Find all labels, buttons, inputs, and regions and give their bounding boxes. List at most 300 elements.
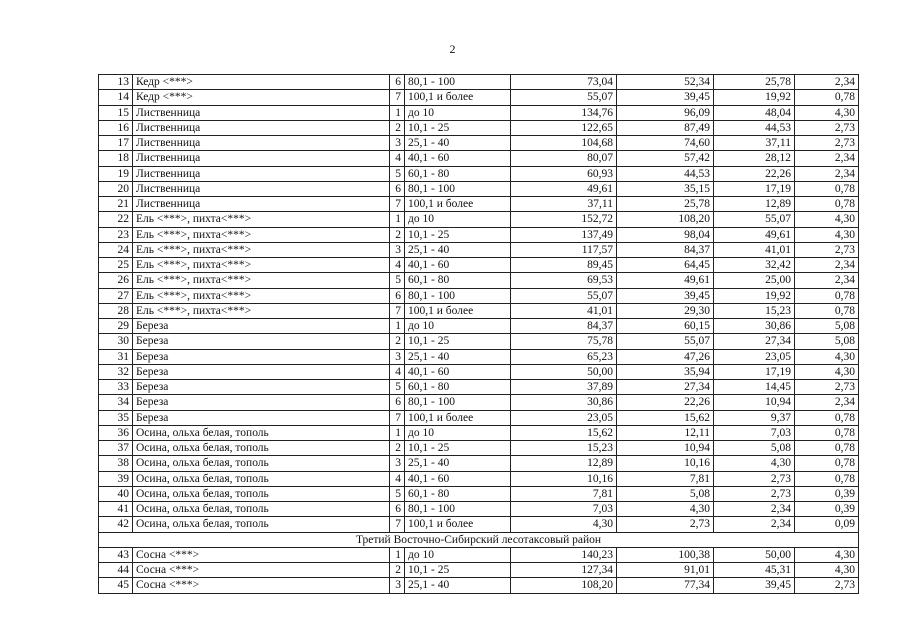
- value3-cell: 17,19: [714, 364, 795, 379]
- row-number-cell: 28: [99, 303, 133, 318]
- class-cell: 2: [390, 334, 405, 349]
- table-row: [99, 197, 859, 212]
- diameter-range-cell: 10,1 - 25: [405, 227, 511, 242]
- species-cell: Осина, ольха белая, тополь: [133, 456, 390, 471]
- value1-cell: 4,30: [511, 517, 617, 532]
- value4-cell: 0,78: [795, 410, 859, 425]
- value1-cell: 80,07: [511, 151, 617, 166]
- class-cell: 4: [390, 471, 405, 486]
- value4-cell: 0,39: [795, 486, 859, 501]
- row-number-cell: 14: [99, 90, 133, 105]
- value2-cell: 55,07: [617, 334, 714, 349]
- species-cell: Лиственница: [133, 120, 390, 135]
- value1-cell: 73,04: [511, 75, 617, 90]
- diameter-range-cell: 25,1 - 40: [405, 456, 511, 471]
- row-number-cell: 42: [99, 517, 133, 532]
- table-row: [99, 578, 859, 593]
- row-number-cell: 25: [99, 258, 133, 273]
- table-row: [99, 547, 859, 562]
- species-cell: Береза: [133, 334, 390, 349]
- value1-cell: 152,72: [511, 212, 617, 227]
- value2-cell: 25,78: [617, 197, 714, 212]
- value4-cell: 2,73: [795, 136, 859, 151]
- value3-cell: 15,23: [714, 303, 795, 318]
- value3-cell: 55,07: [714, 212, 795, 227]
- value1-cell: 10,16: [511, 471, 617, 486]
- value4-cell: 2,73: [795, 380, 859, 395]
- value3-cell: 23,05: [714, 349, 795, 364]
- value4-cell: 0,78: [795, 181, 859, 196]
- value4-cell: 5,08: [795, 334, 859, 349]
- class-cell: 6: [390, 395, 405, 410]
- value2-cell: 35,15: [617, 181, 714, 196]
- class-cell: 7: [390, 90, 405, 105]
- value3-cell: 45,31: [714, 563, 795, 578]
- value2-cell: 44,53: [617, 166, 714, 181]
- species-cell: Ель <***>, пихта<***>: [133, 227, 390, 242]
- value1-cell: 104,68: [511, 136, 617, 151]
- value1-cell: 7,03: [511, 502, 617, 517]
- diameter-range-cell: 40,1 - 60: [405, 471, 511, 486]
- value3-cell: 2,34: [714, 517, 795, 532]
- value2-cell: 74,60: [617, 136, 714, 151]
- value3-cell: 22,26: [714, 166, 795, 181]
- species-cell: Сосна <***>: [133, 563, 390, 578]
- species-cell: Лиственница: [133, 151, 390, 166]
- value3-cell: 25,78: [714, 75, 795, 90]
- value2-cell: 84,37: [617, 242, 714, 257]
- value4-cell: 4,30: [795, 105, 859, 120]
- value3-cell: 49,61: [714, 227, 795, 242]
- row-number-cell: 32: [99, 364, 133, 379]
- value2-cell: 39,45: [617, 288, 714, 303]
- row-number-cell: 44: [99, 563, 133, 578]
- class-cell: 6: [390, 502, 405, 517]
- value2-cell: 77,34: [617, 578, 714, 593]
- value2-cell: 10,16: [617, 456, 714, 471]
- value3-cell: 50,00: [714, 547, 795, 562]
- value1-cell: 12,89: [511, 456, 617, 471]
- row-number-cell: 36: [99, 425, 133, 440]
- value1-cell: 127,34: [511, 563, 617, 578]
- value4-cell: 2,73: [795, 578, 859, 593]
- value2-cell: 7,81: [617, 471, 714, 486]
- species-cell: Лиственница: [133, 136, 390, 151]
- diameter-range-cell: 80,1 - 100: [405, 181, 511, 196]
- table-row: [99, 258, 859, 273]
- value4-cell: 0,09: [795, 517, 859, 532]
- value3-cell: 37,11: [714, 136, 795, 151]
- value4-cell: 2,73: [795, 120, 859, 135]
- species-cell: Кедр <***>: [133, 75, 390, 90]
- value2-cell: 27,34: [617, 380, 714, 395]
- diameter-range-cell: 80,1 - 100: [405, 75, 511, 90]
- species-cell: Ель <***>, пихта<***>: [133, 258, 390, 273]
- class-cell: 2: [390, 227, 405, 242]
- value4-cell: 2,34: [795, 151, 859, 166]
- value2-cell: 100,38: [617, 547, 714, 562]
- value1-cell: 50,00: [511, 364, 617, 379]
- value1-cell: 15,62: [511, 425, 617, 440]
- value1-cell: 65,23: [511, 349, 617, 364]
- value4-cell: 0,78: [795, 425, 859, 440]
- class-cell: 3: [390, 242, 405, 257]
- class-cell: 6: [390, 288, 405, 303]
- value2-cell: 57,42: [617, 151, 714, 166]
- table-row: [99, 105, 859, 120]
- table-row: [99, 273, 859, 288]
- diameter-range-cell: 40,1 - 60: [405, 258, 511, 273]
- value2-cell: 52,34: [617, 75, 714, 90]
- diameter-range-cell: 25,1 - 40: [405, 136, 511, 151]
- diameter-range-cell: 40,1 - 60: [405, 151, 511, 166]
- diameter-range-cell: до 10: [405, 425, 511, 440]
- table-row: [99, 456, 859, 471]
- diameter-range-cell: 100,1 и более: [405, 197, 511, 212]
- class-cell: 3: [390, 136, 405, 151]
- table-row: [99, 166, 859, 181]
- class-cell: 5: [390, 380, 405, 395]
- diameter-range-cell: 100,1 и более: [405, 410, 511, 425]
- species-cell: Лиственница: [133, 197, 390, 212]
- species-cell: Ель <***>, пихта<***>: [133, 242, 390, 257]
- row-number-cell: 21: [99, 197, 133, 212]
- diameter-range-cell: 10,1 - 25: [405, 563, 511, 578]
- diameter-range-cell: до 10: [405, 212, 511, 227]
- value4-cell: 2,73: [795, 242, 859, 257]
- row-number-cell: 15: [99, 105, 133, 120]
- value4-cell: 0,39: [795, 502, 859, 517]
- row-number-cell: 23: [99, 227, 133, 242]
- value1-cell: 7,81: [511, 486, 617, 501]
- value4-cell: 0,78: [795, 288, 859, 303]
- table-row: [99, 380, 859, 395]
- value4-cell: 2,34: [795, 258, 859, 273]
- table-row: [99, 319, 859, 334]
- value3-cell: 48,04: [714, 105, 795, 120]
- species-cell: Береза: [133, 410, 390, 425]
- table-row: [99, 563, 859, 578]
- value4-cell: 2,34: [795, 166, 859, 181]
- page-number: 2: [449, 42, 456, 56]
- class-cell: 3: [390, 349, 405, 364]
- table-row: [99, 395, 859, 410]
- species-cell: Ель <***>, пихта<***>: [133, 273, 390, 288]
- table-row: [99, 486, 859, 501]
- section-title: Третий Восточно-Сибирский лесотаксовый район: [99, 532, 859, 547]
- value3-cell: 2,73: [714, 486, 795, 501]
- value4-cell: 4,30: [795, 349, 859, 364]
- class-cell: 3: [390, 578, 405, 593]
- row-number-cell: 22: [99, 212, 133, 227]
- value3-cell: 41,01: [714, 242, 795, 257]
- value1-cell: 55,07: [511, 90, 617, 105]
- value1-cell: 49,61: [511, 181, 617, 196]
- species-cell: Осина, ольха белая, тополь: [133, 425, 390, 440]
- class-cell: 1: [390, 425, 405, 440]
- diameter-range-cell: 40,1 - 60: [405, 364, 511, 379]
- table-row: [99, 517, 859, 532]
- table-row: [99, 471, 859, 486]
- section-header-row: [99, 532, 859, 547]
- row-number-cell: 34: [99, 395, 133, 410]
- table-body: [99, 75, 859, 594]
- table-row: [99, 410, 859, 425]
- value3-cell: 44,53: [714, 120, 795, 135]
- value3-cell: 2,73: [714, 471, 795, 486]
- table-row: [99, 120, 859, 135]
- value1-cell: 60,93: [511, 166, 617, 181]
- row-number-cell: 27: [99, 288, 133, 303]
- value3-cell: 17,19: [714, 181, 795, 196]
- value2-cell: 39,45: [617, 90, 714, 105]
- row-number-cell: 26: [99, 273, 133, 288]
- value2-cell: 29,30: [617, 303, 714, 318]
- class-cell: 5: [390, 166, 405, 181]
- species-cell: Кедр <***>: [133, 90, 390, 105]
- value2-cell: 22,26: [617, 395, 714, 410]
- table-row: [99, 227, 859, 242]
- class-cell: 2: [390, 563, 405, 578]
- value1-cell: 134,76: [511, 105, 617, 120]
- table-row: [99, 181, 859, 196]
- value1-cell: 23,05: [511, 410, 617, 425]
- value3-cell: 5,08: [714, 441, 795, 456]
- value1-cell: 117,57: [511, 242, 617, 257]
- value3-cell: 19,92: [714, 90, 795, 105]
- row-number-cell: 45: [99, 578, 133, 593]
- table-row: [99, 441, 859, 456]
- species-cell: Береза: [133, 380, 390, 395]
- value2-cell: 60,15: [617, 319, 714, 334]
- table-row: [99, 151, 859, 166]
- value1-cell: 122,65: [511, 120, 617, 135]
- diameter-range-cell: 100,1 и более: [405, 303, 511, 318]
- value3-cell: 10,94: [714, 395, 795, 410]
- species-cell: Осина, ольха белая, тополь: [133, 486, 390, 501]
- row-number-cell: 24: [99, 242, 133, 257]
- row-number-cell: 37: [99, 441, 133, 456]
- species-cell: Береза: [133, 364, 390, 379]
- value3-cell: 25,00: [714, 273, 795, 288]
- class-cell: 2: [390, 441, 405, 456]
- value2-cell: 5,08: [617, 486, 714, 501]
- class-cell: 1: [390, 212, 405, 227]
- class-cell: 7: [390, 517, 405, 532]
- class-cell: 6: [390, 181, 405, 196]
- diameter-range-cell: 60,1 - 80: [405, 486, 511, 501]
- value2-cell: 108,20: [617, 212, 714, 227]
- species-cell: Сосна <***>: [133, 578, 390, 593]
- row-number-cell: 13: [99, 75, 133, 90]
- class-cell: 7: [390, 303, 405, 318]
- value1-cell: 84,37: [511, 319, 617, 334]
- species-cell: Лиственница: [133, 181, 390, 196]
- diameter-range-cell: 25,1 - 40: [405, 349, 511, 364]
- table-row: [99, 212, 859, 227]
- value4-cell: 0,78: [795, 456, 859, 471]
- table-row: [99, 425, 859, 440]
- value2-cell: 98,04: [617, 227, 714, 242]
- species-cell: Сосна <***>: [133, 547, 390, 562]
- value3-cell: 14,45: [714, 380, 795, 395]
- row-number-cell: 41: [99, 502, 133, 517]
- diameter-range-cell: 80,1 - 100: [405, 502, 511, 517]
- value3-cell: 9,37: [714, 410, 795, 425]
- value3-cell: 12,89: [714, 197, 795, 212]
- value3-cell: 27,34: [714, 334, 795, 349]
- class-cell: 1: [390, 319, 405, 334]
- value3-cell: 30,86: [714, 319, 795, 334]
- value1-cell: 140,23: [511, 547, 617, 562]
- value1-cell: 55,07: [511, 288, 617, 303]
- diameter-range-cell: 100,1 и более: [405, 517, 511, 532]
- value3-cell: 32,42: [714, 258, 795, 273]
- class-cell: 4: [390, 258, 405, 273]
- rates-table: [98, 74, 859, 594]
- diameter-range-cell: 60,1 - 80: [405, 273, 511, 288]
- table-row: [99, 242, 859, 257]
- table-row: [99, 288, 859, 303]
- value4-cell: 4,30: [795, 563, 859, 578]
- row-number-cell: 19: [99, 166, 133, 181]
- value4-cell: 0,78: [795, 90, 859, 105]
- value2-cell: 10,94: [617, 441, 714, 456]
- row-number-cell: 17: [99, 136, 133, 151]
- value4-cell: 2,34: [795, 75, 859, 90]
- value2-cell: 12,11: [617, 425, 714, 440]
- diameter-range-cell: 10,1 - 25: [405, 441, 511, 456]
- class-cell: 4: [390, 151, 405, 166]
- table-row: [99, 303, 859, 318]
- value4-cell: 0,78: [795, 303, 859, 318]
- class-cell: 5: [390, 486, 405, 501]
- diameter-range-cell: 10,1 - 25: [405, 120, 511, 135]
- value1-cell: 108,20: [511, 578, 617, 593]
- value2-cell: 64,45: [617, 258, 714, 273]
- class-cell: 7: [390, 197, 405, 212]
- value4-cell: 4,30: [795, 212, 859, 227]
- row-number-cell: 18: [99, 151, 133, 166]
- diameter-range-cell: до 10: [405, 105, 511, 120]
- table-row: [99, 502, 859, 517]
- species-cell: Ель <***>, пихта<***>: [133, 303, 390, 318]
- value2-cell: 47,26: [617, 349, 714, 364]
- diameter-range-cell: 10,1 - 25: [405, 334, 511, 349]
- row-number-cell: 16: [99, 120, 133, 135]
- species-cell: Осина, ольха белая, тополь: [133, 517, 390, 532]
- value3-cell: 28,12: [714, 151, 795, 166]
- species-cell: Лиственница: [133, 105, 390, 120]
- diameter-range-cell: 100,1 и более: [405, 90, 511, 105]
- table-row: [99, 75, 859, 90]
- value4-cell: 0,78: [795, 441, 859, 456]
- value2-cell: 87,49: [617, 120, 714, 135]
- class-cell: 2: [390, 120, 405, 135]
- table-row: [99, 349, 859, 364]
- class-cell: 1: [390, 105, 405, 120]
- diameter-range-cell: 60,1 - 80: [405, 380, 511, 395]
- row-number-cell: 39: [99, 471, 133, 486]
- value4-cell: 2,34: [795, 395, 859, 410]
- value4-cell: 5,08: [795, 319, 859, 334]
- diameter-range-cell: 60,1 - 80: [405, 166, 511, 181]
- species-cell: Ель <***>, пихта<***>: [133, 288, 390, 303]
- species-cell: Береза: [133, 349, 390, 364]
- row-number-cell: 35: [99, 410, 133, 425]
- value4-cell: 4,30: [795, 227, 859, 242]
- species-cell: Осина, ольха белая, тополь: [133, 441, 390, 456]
- class-cell: 6: [390, 75, 405, 90]
- class-cell: 3: [390, 456, 405, 471]
- row-number-cell: 38: [99, 456, 133, 471]
- value1-cell: 37,89: [511, 380, 617, 395]
- row-number-cell: 31: [99, 349, 133, 364]
- value2-cell: 91,01: [617, 563, 714, 578]
- value1-cell: 15,23: [511, 441, 617, 456]
- species-cell: Береза: [133, 319, 390, 334]
- species-cell: Осина, ольха белая, тополь: [133, 471, 390, 486]
- table-row: [99, 364, 859, 379]
- species-cell: Лиственница: [133, 166, 390, 181]
- value3-cell: 19,92: [714, 288, 795, 303]
- value1-cell: 137,49: [511, 227, 617, 242]
- diameter-range-cell: 25,1 - 40: [405, 242, 511, 257]
- row-number-cell: 33: [99, 380, 133, 395]
- value1-cell: 89,45: [511, 258, 617, 273]
- row-number-cell: 40: [99, 486, 133, 501]
- value4-cell: 0,78: [795, 471, 859, 486]
- table-row: [99, 334, 859, 349]
- class-cell: 1: [390, 547, 405, 562]
- table-row: [99, 90, 859, 105]
- value3-cell: 7,03: [714, 425, 795, 440]
- value1-cell: 30,86: [511, 395, 617, 410]
- value4-cell: 2,34: [795, 273, 859, 288]
- value4-cell: 4,30: [795, 364, 859, 379]
- species-cell: Ель <***>, пихта<***>: [133, 212, 390, 227]
- species-cell: Береза: [133, 395, 390, 410]
- row-number-cell: 20: [99, 181, 133, 196]
- value1-cell: 37,11: [511, 197, 617, 212]
- value4-cell: 4,30: [795, 547, 859, 562]
- value2-cell: 96,09: [617, 105, 714, 120]
- class-cell: 4: [390, 364, 405, 379]
- value2-cell: 35,94: [617, 364, 714, 379]
- diameter-range-cell: до 10: [405, 319, 511, 334]
- value2-cell: 15,62: [617, 410, 714, 425]
- class-cell: 7: [390, 410, 405, 425]
- value3-cell: 39,45: [714, 578, 795, 593]
- value1-cell: 75,78: [511, 334, 617, 349]
- value1-cell: 41,01: [511, 303, 617, 318]
- value3-cell: 4,30: [714, 456, 795, 471]
- row-number-cell: 29: [99, 319, 133, 334]
- value3-cell: 2,34: [714, 502, 795, 517]
- species-cell: Осина, ольха белая, тополь: [133, 502, 390, 517]
- diameter-range-cell: до 10: [405, 547, 511, 562]
- value4-cell: 0,78: [795, 197, 859, 212]
- value1-cell: 69,53: [511, 273, 617, 288]
- diameter-range-cell: 80,1 - 100: [405, 288, 511, 303]
- row-number-cell: 30: [99, 334, 133, 349]
- value2-cell: 49,61: [617, 273, 714, 288]
- value2-cell: 4,30: [617, 502, 714, 517]
- diameter-range-cell: 25,1 - 40: [405, 578, 511, 593]
- diameter-range-cell: 80,1 - 100: [405, 395, 511, 410]
- row-number-cell: 43: [99, 547, 133, 562]
- value2-cell: 2,73: [617, 517, 714, 532]
